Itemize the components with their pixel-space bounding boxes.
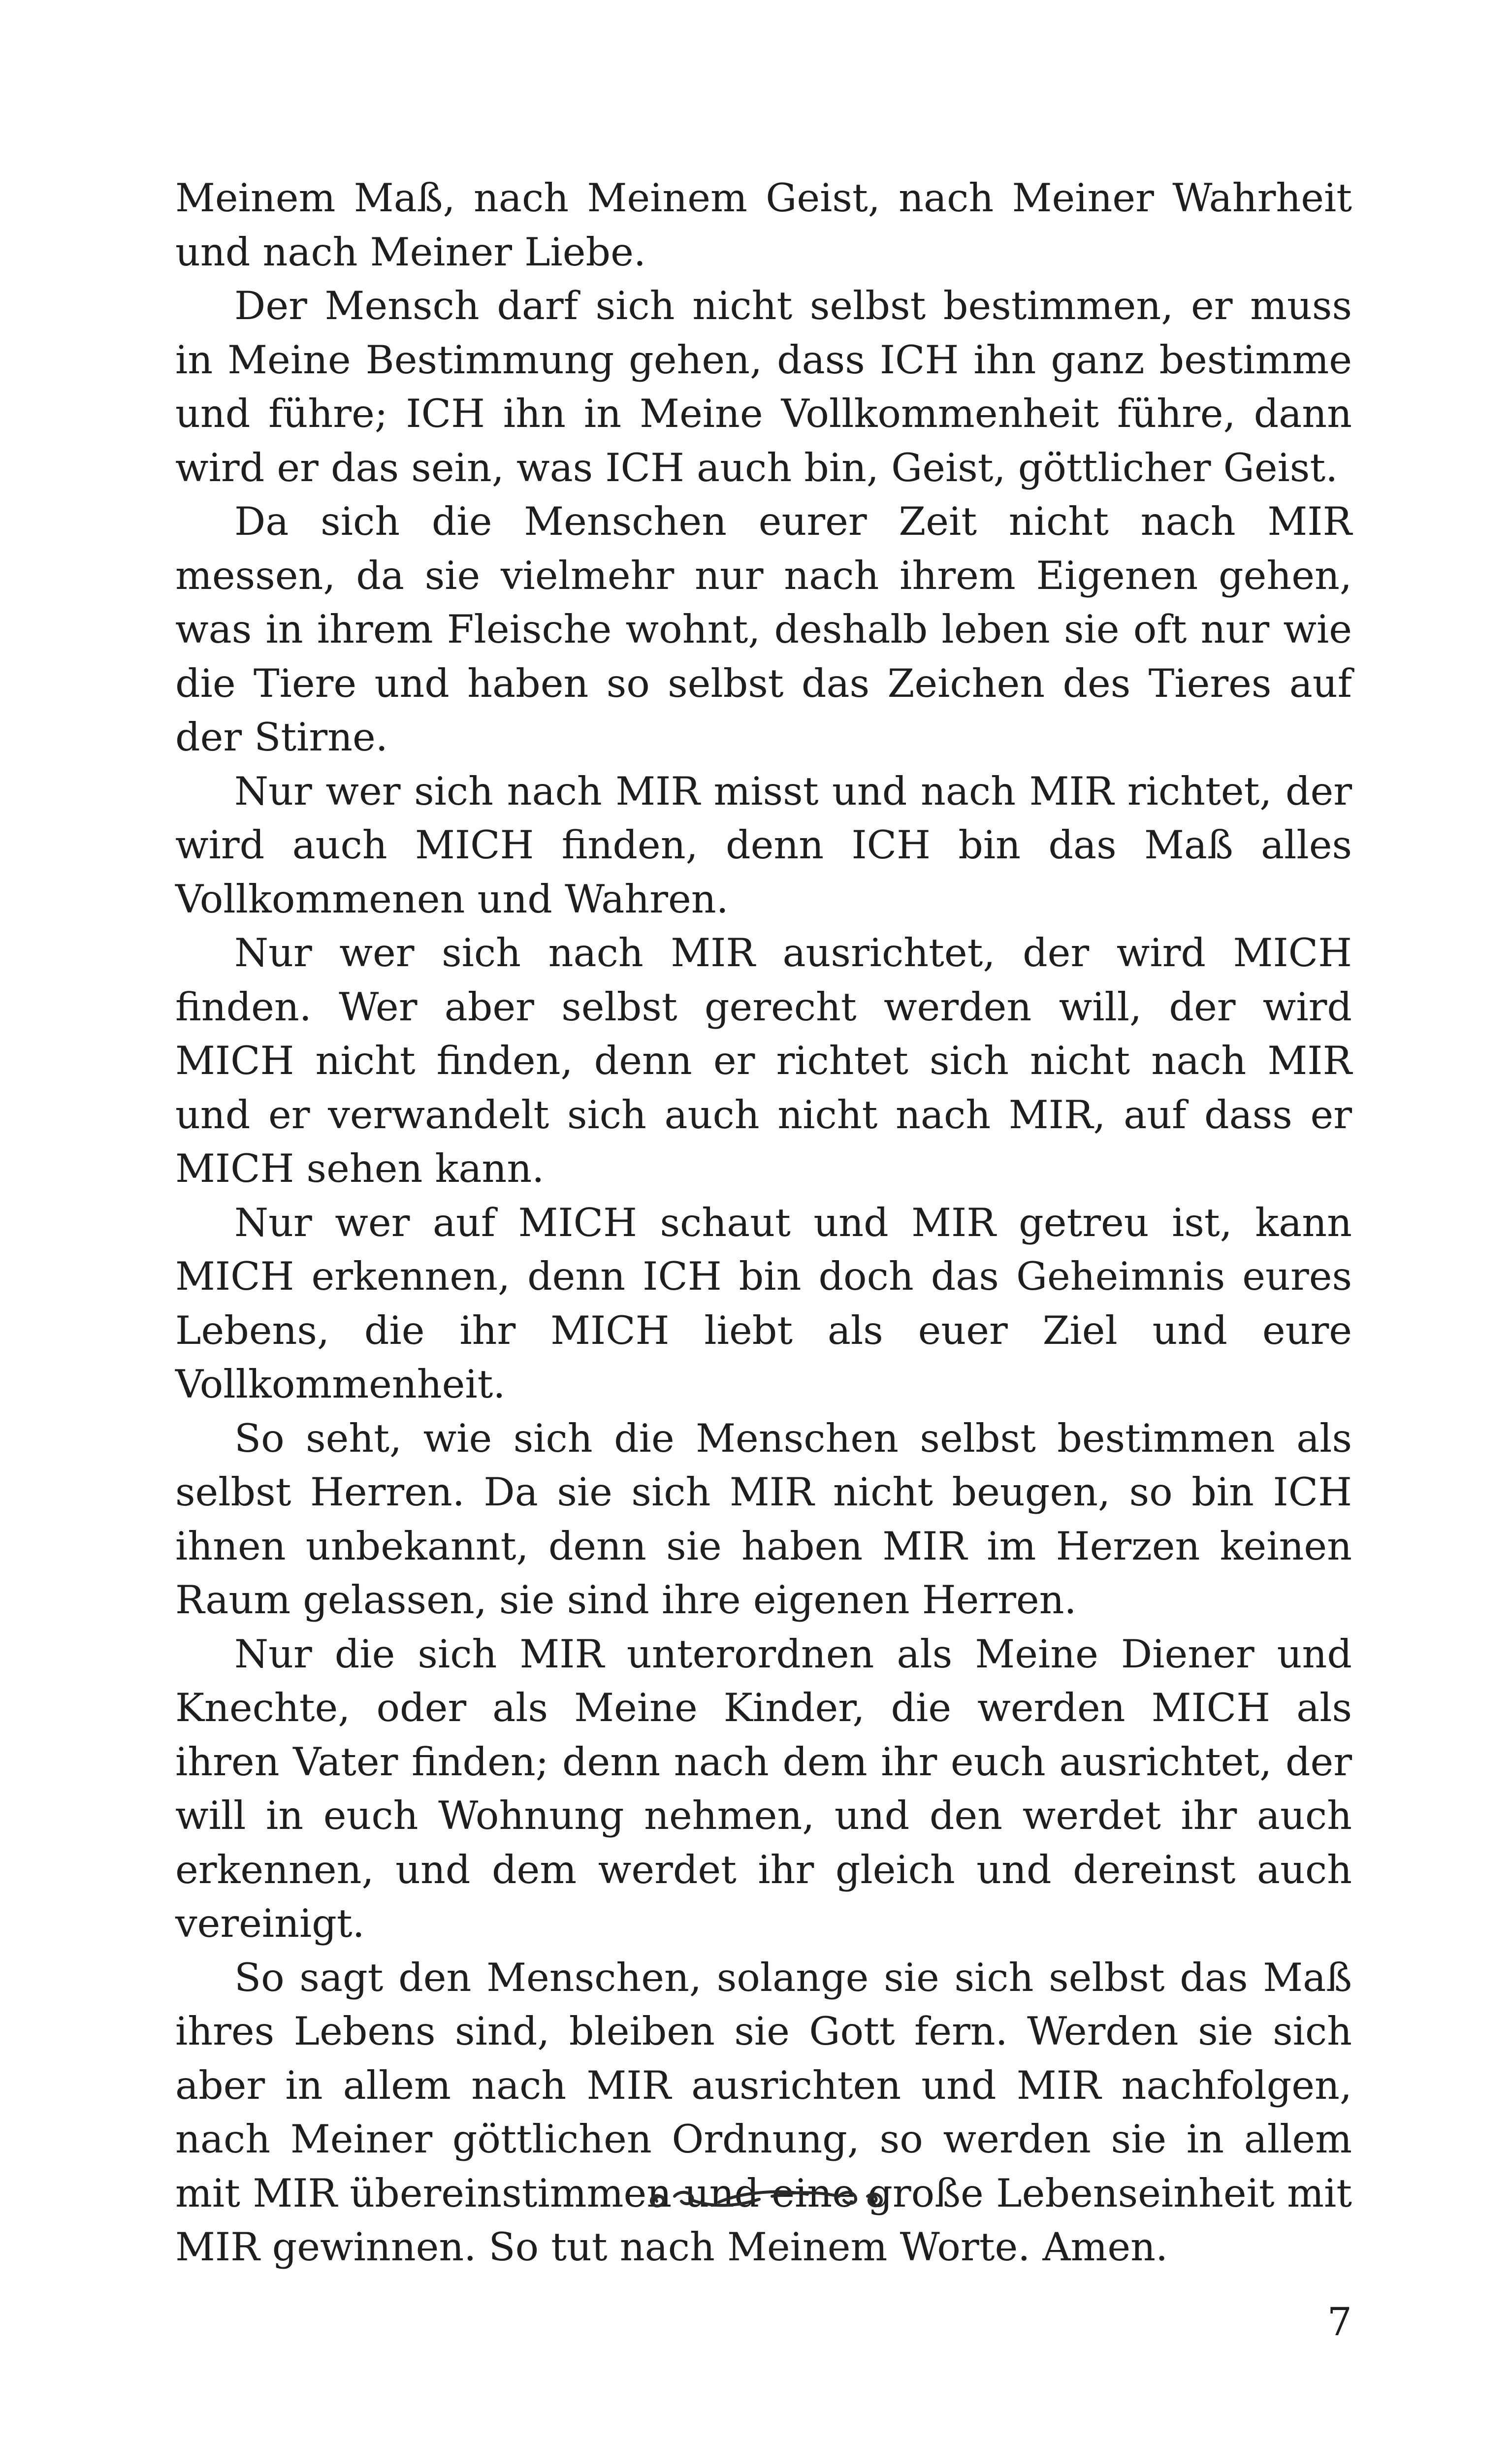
- paragraph: Nur wer sich nach MIR ausrichtet, der wird MICH finden. Wer aber selbst gerecht werden will, der wird MICH nicht finden, denn er richtet sich nicht nach MIR und er verwandelt sich auch nicht nach MIR, auf dass er MICH sehen kann.: [175, 930, 1352, 1191]
- paragraph-continued: Meinem Maß, nach Meinem Geist, nach Meiner Wahrheit und nach Meiner Liebe.: [175, 175, 1352, 275]
- page-number: 7: [1327, 2299, 1352, 2345]
- paragraph: Der Mensch darf sich nicht selbst bestimmen, er muss in Meine Bestimmung gehen, dass ICH ihn ganz bestimme und führe; ICH ihn in Meine Vollkommenheit führe, dann wird er das sein, was ICH auch bin, Geist, göttlicher Geist.: [175, 283, 1352, 490]
- flourish-divider-icon: [645, 2177, 886, 2216]
- paragraph: Nur wer sich nach MIR misst und nach MIR richtet, der wird auch MICH finden, denn ICH bin das Maß alles Vollkommenen und Wahren.: [175, 768, 1352, 922]
- paragraph: Nur wer auf MICH schaut und MIR getreu ist, kann MICH erkennen, denn ICH bin doch das Geheimnis eures Lebens, die ihr MICH liebt als euer Ziel und eure Vollkommenheit.: [175, 1200, 1352, 1407]
- body-text: [175, 171, 1352, 2275]
- paragraph: So sagt den Menschen, solange sie sich selbst das Maß ihres Lebens sind, bleiben sie Gott fern. Werden sie sich aber in allem nach MIR ausrichten und MIR nachfolgen, nach Meiner göttlichen Ordnung, so werden sie in allem mit MIR übereinstimmen und eine große Lebenseinheit mit MIR gewinnen. So tut nach Meinem Worte. Amen.: [175, 1954, 1352, 2270]
- paragraph: So seht, wie sich die Menschen selbst bestimmen als selbst Herren. Da sie sich MIR nicht beugen, so bin ICH ihnen unbekannt, denn sie haben MIR im Herzen keinen Raum gelassen, sie sind ihre eigenen Herren.: [175, 1415, 1352, 1623]
- paragraph: Da sich die Menschen eurer Zeit nicht nach MIR messen, da sie vielmehr nur nach ihrem Eigenen gehen, was in ihrem Fleische wohnt, deshalb leben sie oft nur wie die Tiere und haben so selbst das Zeichen des Tieres auf der Stirne.: [175, 499, 1352, 760]
- paragraph: Nur die sich MIR unterordnen als Meine Diener und Knechte, oder als Meine Kinder, die werden MICH als ihren Vater finden; denn nach dem ihr euch ausrichtet, der will in euch Wohnung nehmen, und den werdet ihr auch erkennen, und dem werdet ihr gleich und dereinst auch vereinigt.: [175, 1631, 1352, 1946]
